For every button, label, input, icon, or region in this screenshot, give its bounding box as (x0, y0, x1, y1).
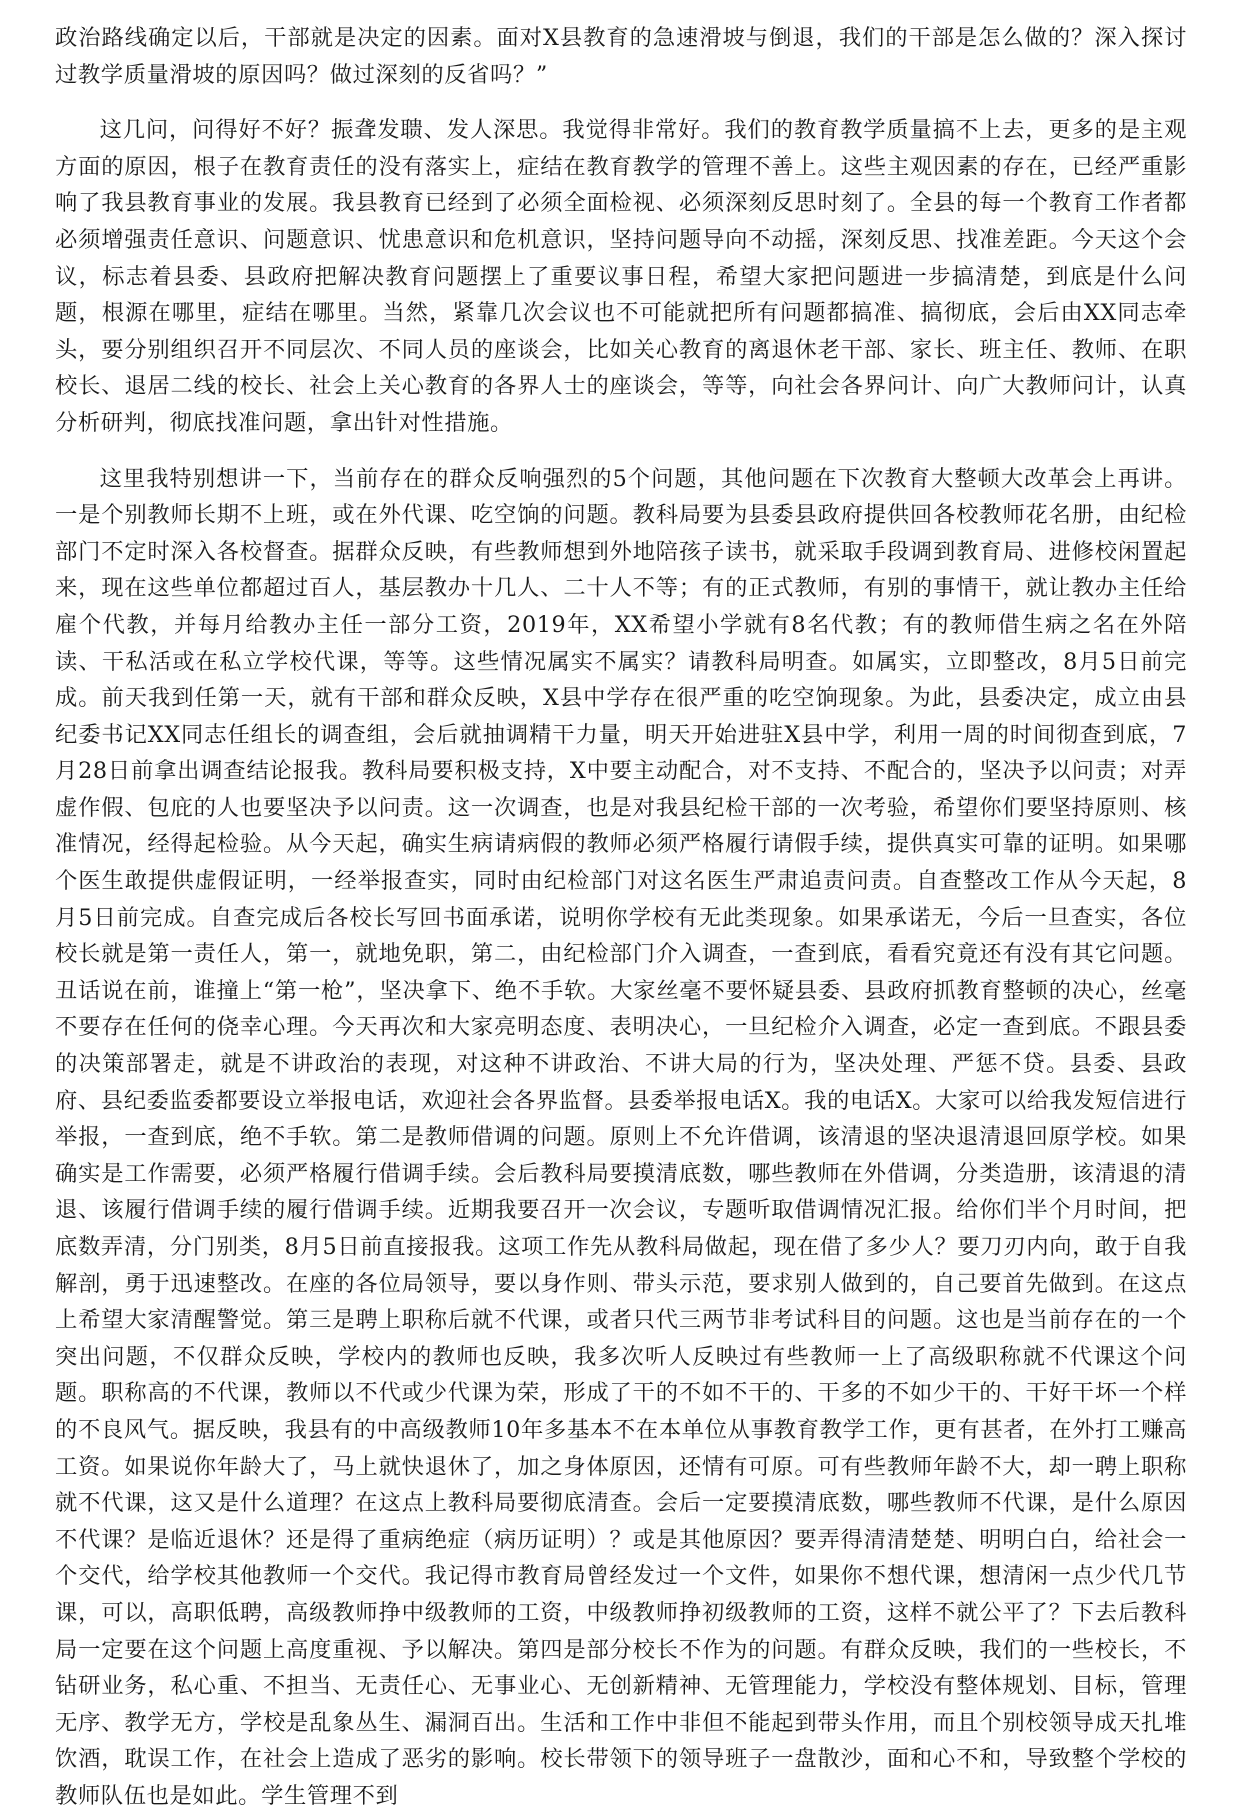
paragraph-1: 政治路线确定以后，干部就是决定的因素。面对X县教育的急速滑坡与倒退，我们的干部是怎么做的？深入探讨过教学质量滑坡的原因吗？做过深刻的反省吗？” (55, 25, 1187, 88)
document-page (55, 20, 1187, 1815)
paragraph-3: 这里我特别想讲一下，当前存在的群众反响强烈的5个问题，其他问题在下次教育大整顿大改革会上再讲。一是个别教师长期不上班，或在外代课、吃空饷的问题。教科局要为县委县政府提供回各校教师花名册，由纪检部门不定时深入各校督查。据群众反映，有些教师想到外地陪孩子读书，就采取手段调到教育局、进修校闲置起来，现在这些单位都超过百人，基层教办十几人、二十人不等；有的正式教师，有别的事情干，就让教办主任给雇个代教，并每月给教办主任一部分工资，2019年，XX希望小学就有8名代教；有的教师借生病之名在外陪读、干私活或在私立学校代课，等等。这些情况属实不属实？请教科局明查。如属实，立即整改，8月5日前完成。前天我到任第一天，就有干部和群众反映，X县中学存在很严重的吃空饷现象。为此，县委决定，成立由县纪委书记XX同志任组长的调查组，会后就抽调精干力量，明天开始进驻X县中学，利用一周的时间彻查到底，7月28日前拿出调查结论报我。教科局要积极支持，X中要主动配合，对不支持、不配合的，坚决予以问责；对弄虚作假、包庇的人也要坚决予以问责。这一次调查，也是对我县纪检干部的一次考验，希望你们要坚持原则、核准情况，经得起检验。从今天起，确实生病请病假的教师必须严格履行请假手续，提供真实可靠的证明。如果哪个医生敢提供虚假证明，一经举报查实，同时由纪检部门对这名医生严肃追责问责。自查整改工作从今天起，8月5日前完成。自查完成后各校长写回书面承诺，说明你学校有无此类现象。如果承诺无，今后一旦查实，各位校长就是第一责任人，第一，就地免职，第二，由纪检部门介入调查，一查到底，看看究竟还有没有其它问题。丑话说在前，谁撞上“第一枪”，坚决拿下、绝不手软。大家丝毫不要怀疑县委、县政府抓教育整顿的决心，丝毫不要存在任何的侥幸心理。今天再次和大家亮明态度、表明决心，一旦纪检介入调查，必定一查到底。不跟县委的决策部署走，就是不讲政治的表现，对这种不讲政治、不讲大局的行为，坚决处理、严惩不贷。县委、县政府、县纪委监委都要设立举报电话，欢迎社会各界监督。县委举报电话X。我的电话X。大家可以给我发短信进行举报，一查到底，绝不手软。第二是教师借调的问题。原则上不允许借调，该清退的坚决退清退回原学校。如果确实是工作需要，必须严格履行借调手续。会后教科局要摸清底数，哪些教师在外借调，分类造册，该清退的清退、该履行借调手续的履行借调手续。近期我要召开一次会议，专题听取借调情况汇报。给你们半个月时间，把底数弄清，分门别类，8月5日前直接报我。这项工作先从教科局做起，现在借了多少人？要刀刃内向，敢于自我解剖，勇于迅速整改。在座的各位局领导，要以身作则、带头示范，要求别人做到的，自己要首先做到。在这点上希望大家清醒警觉。第三是聘上职称后就不代课，或者只代三两节非考试科目的问题。这也是当前存在的一个突出问题，不仅群众反映，学校内的教师也反映，我多次听人反映过有些教师一上了高级职称就不代课这个问题。职称高的不代课，教师以不代或少代课为荣，形成了干的不如不干的、干多的不如少干的、干好干坏一个样的不良风气。据反映，我县有的中高级教师10年多基本不在本单位从事教育教学工作，更有甚者，在外打工赚高工资。如果说你年龄大了，马上就快退休了，加之身体原因，还情有可原。可有些教师年龄不大，却一聘上职称就不代课，这又是什么道理？在这点上教科局要彻底清查。会后一定要摸清底数，哪些教师不代课，是什么原因不代课？是临近退休？还是得了重病绝症（病历证明）？或是其他原因？要弄得清清楚楚、明明白白，给社会一个交代，给学校其他教师一个交代。我记得市教育局曾经发过一个文件，如果你不想代课，想清闲一点少代几节课，可以，高职低聘，高级教师挣中级教师的工资，中级教师挣初级教师的工资，这样不就公平了？下去后教科局一定要在这个问题上高度重视、予以解决。第四是部分校长不作为的问题。有群众反映，我们的一些校长，不钻研业务，私心重、不担当、无责任心、无事业心、无创新精神、无管理能力，学校没有整体规划、目标，管理无序、教学无方，学校是乱象丛生、漏洞百出。生活和工作中非但不能起到带头作用，而且个别校领导成天扎堆饮酒，耽误工作，在社会上造成了恶劣的影响。校长带领下的领导班子一盘散沙，面和心不和，导致整个学校的教师队伍也是如此。学生管理不到 (55, 465, 1187, 1809)
paragraph-2: 这几问，问得好不好？振聋发聩、发人深思。我觉得非常好。我们的教育教学质量搞不上去，更多的是主观方面的原因，根子在教育责任的没有落实上，症结在教育教学的管理不善上。这些主观因素的存在，已经严重影响了我县教育事业的发展。我县教育已经到了必须全面检视、必须深刻反思时刻了。全县的每一个教育工作者都必须增强责任意识、问题意识、忧患意识和危机意识，坚持问题导向不动摇，深刻反思、找准差距。今天这个会议，标志着县委、县政府把解决教育问题摆上了重要议事日程，希望大家把问题进一步搞清楚，到底是什么问题，根源在哪里，症结在哪里。当然，紧靠几次会议也不可能就把所有问题都搞准、搞彻底，会后由XX同志牵头，要分别组织召开不同层次、不同人员的座谈会，比如关心教育的离退休老干部、家长、班主任、教师、在职校长、退居二线的校长、社会上关心教育的各界人士的座谈会，等等，向社会各界问计、向广大教师问计，认真分析研判，彻底找准问题，拿出针对性措施。 (55, 117, 1187, 436)
